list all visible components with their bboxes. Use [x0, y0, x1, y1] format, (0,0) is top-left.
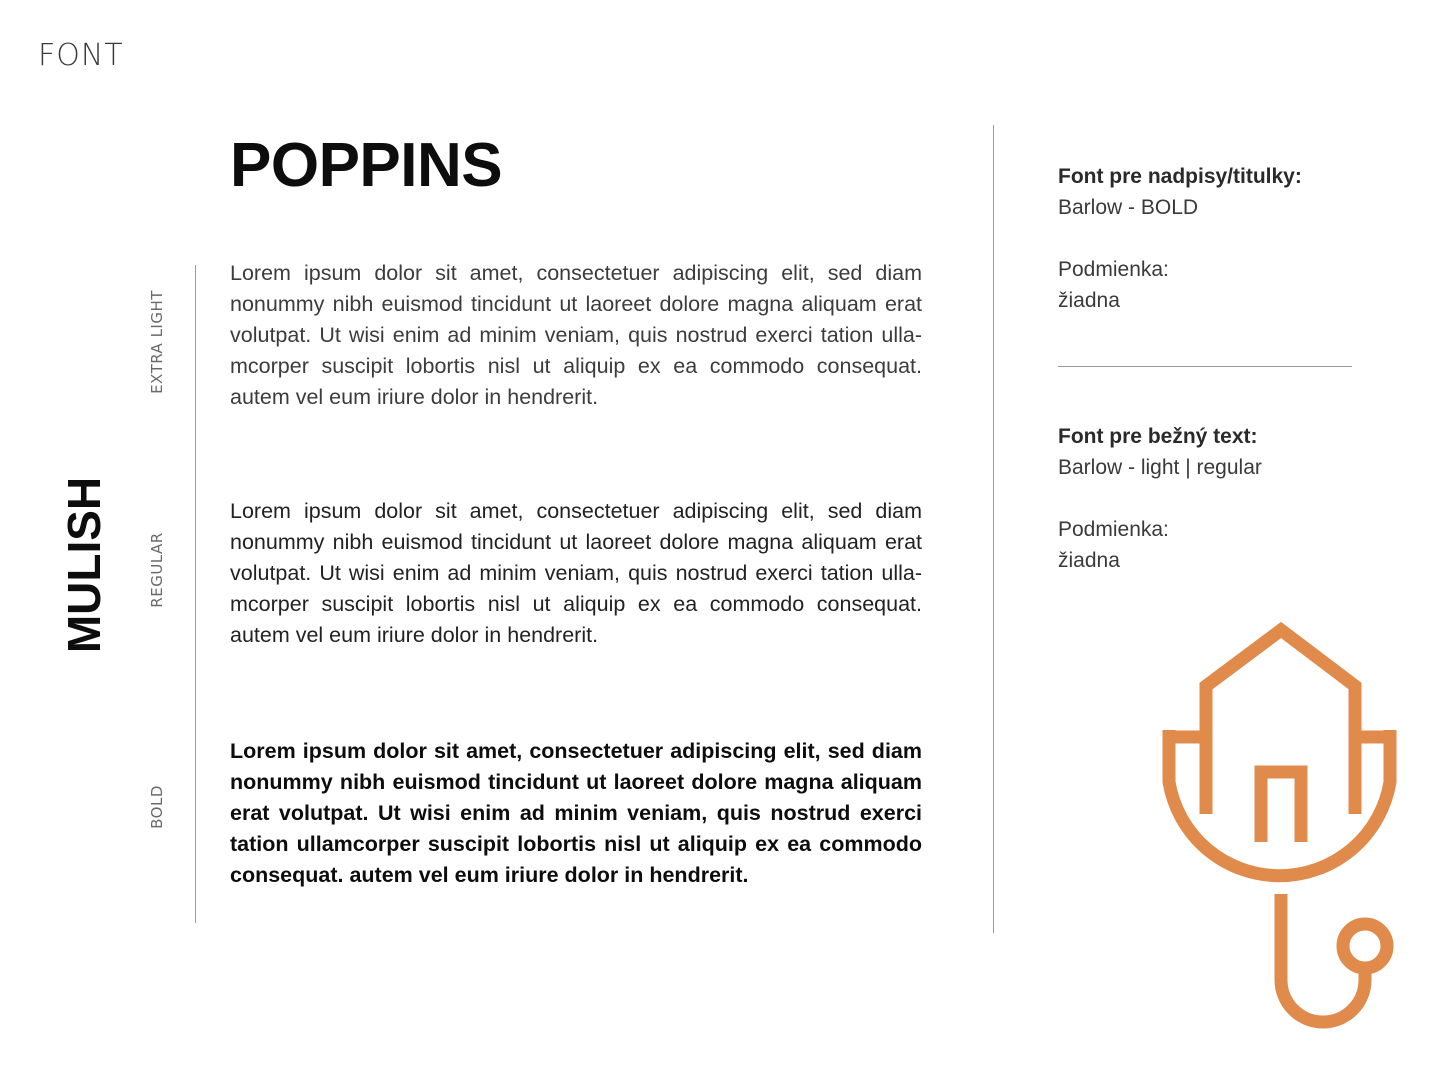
sample-text-regular: Lorem ipsum dolor sit amet, consectetuer adipiscing elit, sed diam nonummy nibh euismod tincidunt ut laoreet dolore magna aliquam erat volutpat. Ut wisi enim ad minim veniam, quis nostrud exerci tation ulla-mcorper suscipit lobortis nisl ut aliquip ex ea commodo consequat. autem vel eum iriure dolor in hendrerit.	[230, 499, 922, 647]
center-divider	[993, 125, 994, 933]
info-headings-font	[1058, 161, 1398, 316]
info-condition-value: žiadna	[1058, 289, 1120, 312]
info-condition-label: Podmienka:	[1058, 258, 1169, 281]
info-heading: Font pre bežný text:	[1058, 425, 1258, 448]
info-divider	[1058, 366, 1352, 367]
info-heading: Font pre nadpisy/titulky:	[1058, 165, 1302, 188]
weight-label-extra-light: EXTRA LIGHT	[148, 290, 166, 394]
side-font-title: MULISH	[58, 476, 110, 654]
left-divider	[195, 265, 196, 923]
weight-label-bold: BOLD	[148, 785, 166, 829]
info-font-name: Barlow - BOLD	[1058, 196, 1199, 219]
info-condition-value: žiadna	[1058, 549, 1120, 572]
info-body-font	[1058, 421, 1398, 576]
page-label: FONT	[38, 38, 124, 73]
info-condition-label: Podmienka:	[1058, 518, 1169, 541]
font-title: POPPINS	[230, 131, 503, 200]
house-stethoscope-icon	[1160, 622, 1400, 1034]
weight-label-regular: REGULAR	[148, 532, 166, 608]
sample-text-bold: Lorem ipsum dolor sit amet, consectetuer adipiscing elit, sed diam nonummy nibh euismod tincidunt ut laoreet dolore magna aliquam erat volutpat. Ut wisi enim ad minim veniam, quis nostrud exerci tation ullamcorper suscipit lobortis nisl ut aliquip ex ea commodo consequat. autem vel eum iriure dolor in hendrerit.	[230, 739, 922, 887]
sample-text-extra-light: Lorem ipsum dolor sit amet, consectetuer adipiscing elit, sed diam nonummy nibh euismod tincidunt ut laoreet dolore magna aliquam erat volutpat. Ut wisi enim ad minim veniam, quis nostrud exerci tation ulla-mcorper suscipit lobortis nisl ut aliquip ex ea commodo consequat. autem vel eum iriure dolor in hendrerit.	[230, 261, 922, 409]
info-font-name: Barlow - light | regular	[1058, 456, 1262, 479]
